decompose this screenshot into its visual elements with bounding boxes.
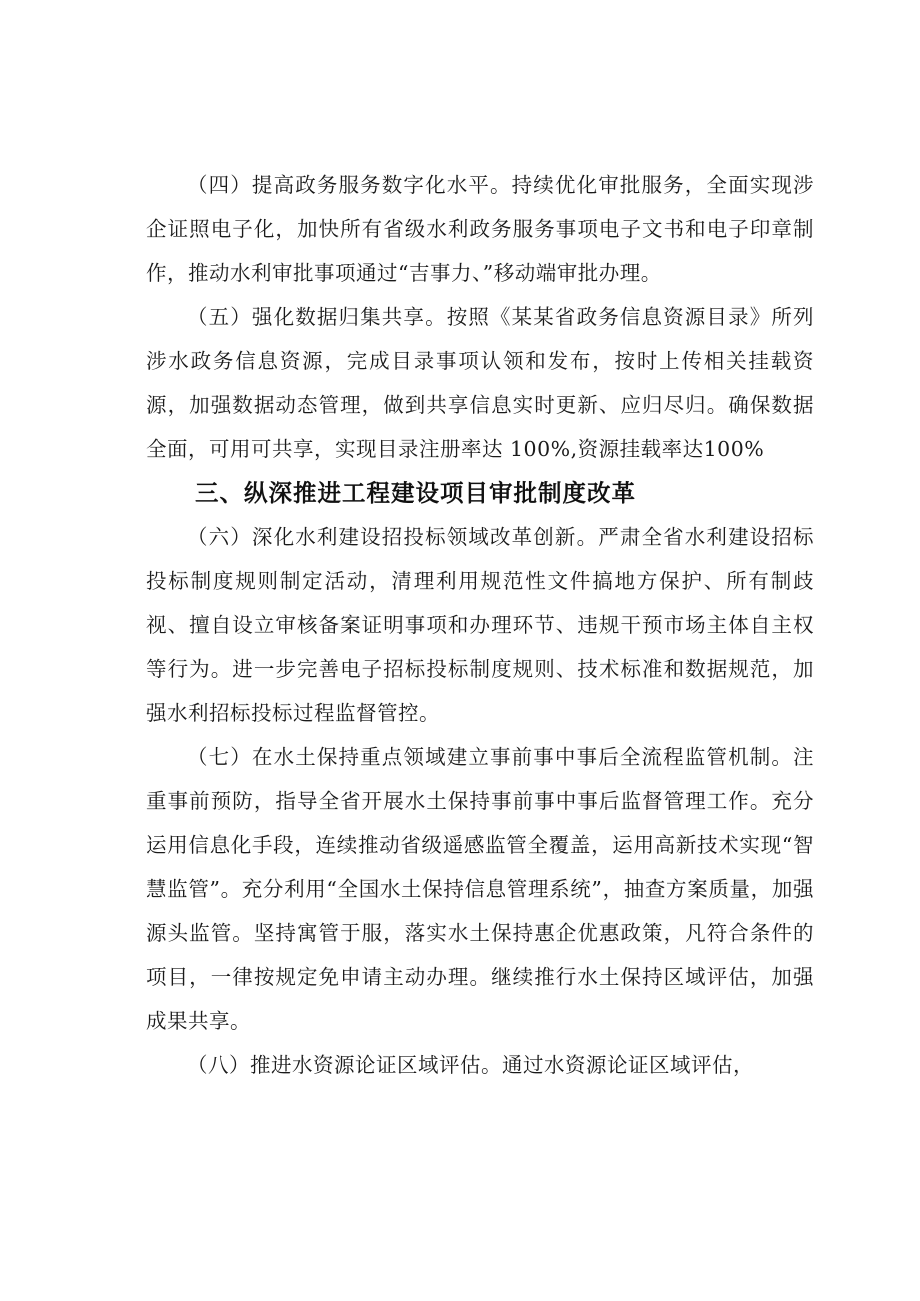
paragraph-4: （四）提高政务服务数字化水平。持续优化审批服务，全面实现涉企证照电子化，加快所有省级水利政务服务事项电子文书和电子印章制作，推动水利审批事项通过“吉事力、”移动端审批办理。 [146, 173, 814, 285]
paragraph-5: （五）强化数据归集共享。按照《某某省政务信息资源目录》所列涉水政务信息资源，完成目录事项认领和发布，按时上传相关挂载资源，加强数据动态管理，做到共享信息实时更新、应归尽归。确保数据全面，可用可共享，实现目录注册率达 100%,资源挂载率达100% [146, 305, 814, 461]
paragraph-6: （六）深化水利建设招投标领域改革创新。严肃全省水利建设招标投标制度规则制定活动，清理利用规范性文件搞地方保护、所有制歧视、擅自设立审核备案证明事项和办理环节、违规干预市场主体自主权等行为。进一步完善电子招标投标制度规则、技术标准和数据规范，加强水利招标投标过程监督管控。 [146, 525, 814, 725]
document-body [146, 163, 814, 1087]
section-3-heading: 三、纵深推进工程建设项目审批制度改革 [195, 479, 636, 507]
paragraph-8: （八）推进水资源论证区域评估。通过水资源论证区域评估， [187, 1053, 754, 1077]
paragraph-7: （七）在水土保持重点领域建立事前事中事后全流程监管机制。注重事前预防，指导全省开展水土保持事前事中事后监督管理工作。充分运用信息化手段，连续推动省级遥感监管全覆盖，运用高新技术实现“智慧监管”。充分利用“全国水土保持信息管理系统”，抽查方案质量，加强源头监管。坚持寓管于服，落实水土保持惠企优惠政策，凡符合条件的项目，一律按规定免申请主动办理。继续推行水土保持区域评估，加强成果共享。 [146, 745, 814, 1033]
